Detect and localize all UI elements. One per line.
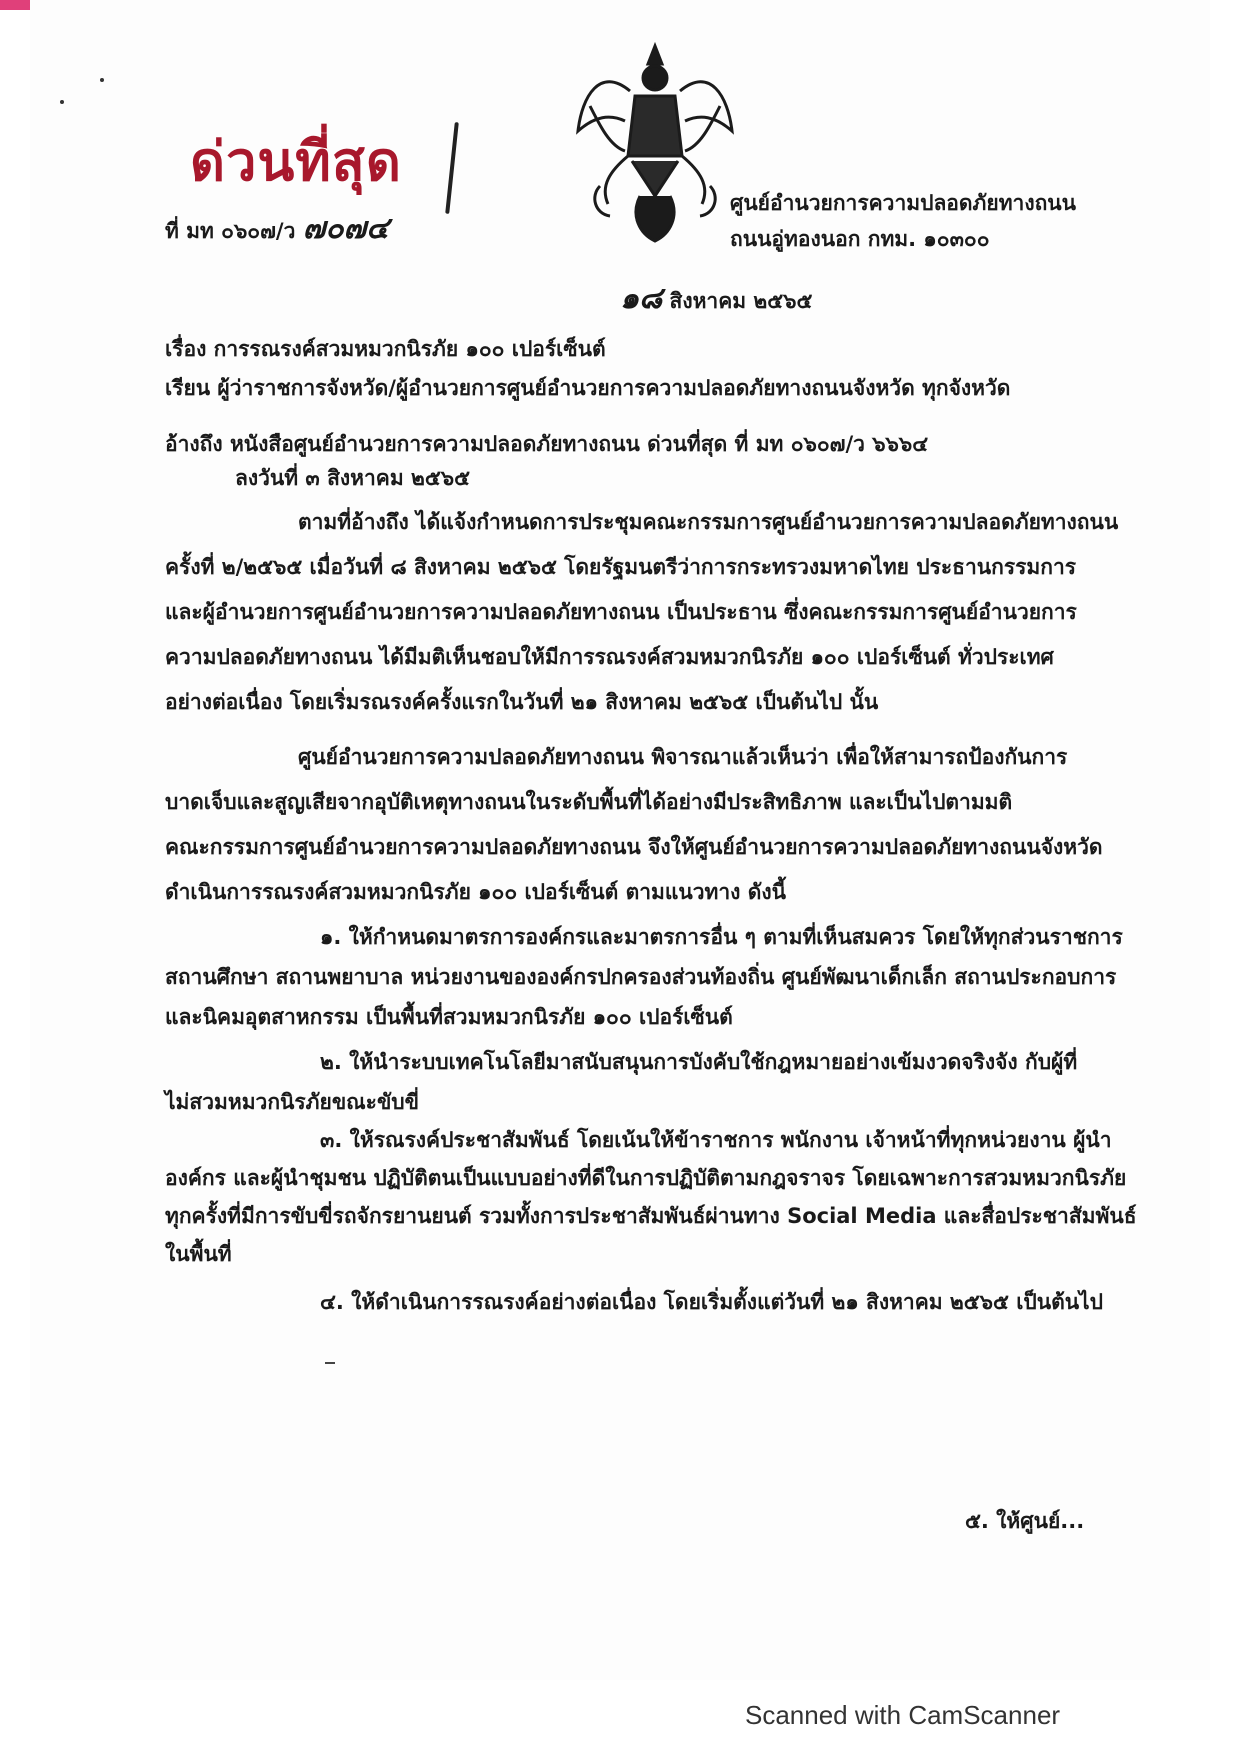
para1-line-4: ความปลอดภัยทางถนน ได้มีมติเห็นชอบให้มีการรณรงค์สวมหมวกนิรภัย ๑๐๐ เปอร์เซ็นต์ ทั่วประเทศ xyxy=(165,645,1054,669)
date-line xyxy=(620,275,812,322)
scan-speck xyxy=(100,78,104,82)
garuda-emblem-icon xyxy=(570,36,740,246)
scan-speck xyxy=(325,1362,335,1364)
para1-line-3: และผู้อำนวยการศูนย์อำนวยการความปลอดภัยทางถนน เป็นประธาน ซึ่งคณะกรรมการศูนย์อำนวยการ xyxy=(165,600,1077,624)
para2-line-4: ดำเนินการรณรงค์สวมหมวกนิรภัย ๑๐๐ เปอร์เซ็นต์ ตามแนวทาง ดังนี้ xyxy=(165,880,786,904)
reference-prefix: ที่ มท ๐๖๐๗/ว xyxy=(165,219,296,243)
pen-stroke xyxy=(445,122,459,214)
item-2-line-1: ๒. ให้นำระบบเทคโนโลยีมาสนับสนุนการบังคับใช้กฎหมายอย่างเข้มงวดจริงจัง กับผู้ที่ xyxy=(320,1050,1078,1074)
date-month-year: สิงหาคม ๒๕๖๕ xyxy=(669,289,813,313)
item-2-line-2: ไม่สวมหมวกนิรภัยขณะขับขี่ xyxy=(165,1090,419,1114)
urgency-stamp: ด่วนที่สุด xyxy=(190,129,402,193)
item-3-line-3: ทุกครั้งที่มีการขับขี่รถจักรยานยนต์ รวมทั้งการประชาสัมพันธ์ผ่านทาง Social Media และสื่อประชาสัมพันธ์ xyxy=(165,1204,1137,1228)
para1-line-2: ครั้งที่ ๒/๒๕๖๕ เมื่อวันที่ ๘ สิงหาคม ๒๕๖๕ โดยรัฐมนตรีว่าการกระทรวงมหาดไทย ประธานกรรมการ xyxy=(165,555,1077,579)
item-1-line-3: และนิคมอุตสาหกรรม เป็นพื้นที่สวมหมวกนิรภัย ๑๐๐ เปอร์เซ็นต์ xyxy=(165,1005,733,1029)
reference-handwritten: ๗๐๗๔ xyxy=(302,211,389,246)
reference-number xyxy=(165,205,389,252)
item-1-line-1: ๑. ให้กำหนดมาตรการองค์กรและมาตรการอื่น ๆ ตามที่เห็นสมควร โดยให้ทุกส่วนราชการ xyxy=(320,925,1123,949)
scanner-watermark: Scanned with CamScanner xyxy=(745,1700,1061,1730)
sender-line-2: ถนนอู่ทองนอก กทม. ๑๐๓๐๐ xyxy=(730,227,990,251)
para2-line-2: บาดเจ็บและสูญเสียจากอุบัติเหตุทางถนนในระดับพื้นที่ได้อย่างมีประสิทธิภาพ และเป็นไปตามมติ xyxy=(165,790,1013,814)
para2-line-1: ศูนย์อำนวยการความปลอดภัยทางถนน พิจารณาแล้วเห็นว่า เพื่อให้สามารถป้องกันการ xyxy=(298,745,1068,769)
item-3-line-1: ๓. ให้รณรงค์ประชาสัมพันธ์ โดยเน้นให้ข้าราชการ พนักงาน เจ้าหน้าที่ทุกหน่วยงาน ผู้นำ xyxy=(320,1128,1112,1152)
sender-line-1: ศูนย์อำนวยการความปลอดภัยทางถนน xyxy=(730,191,1077,215)
document-page xyxy=(30,0,1210,1680)
item-1-line-2: สถานศึกษา สถานพยาบาล หน่วยงานขององค์กรปกครองส่วนท้องถิ่น ศูนย์พัฒนาเด็กเล็ก สถานประกอบการ xyxy=(165,965,1117,989)
item-3-line-2: องค์กร และผู้นำชุมชน ปฏิบัติตนเป็นแบบอย่างที่ดีในการปฏิบัติตามกฎจราจร โดยเฉพาะการสวมหมวกนิรภัย xyxy=(165,1166,1127,1190)
date-day-handwritten: ๑๘ xyxy=(620,281,663,316)
reference-line-2: ลงวันที่ ๓ สิงหาคม ๒๕๖๕ xyxy=(235,466,470,490)
para1-line-1: ตามที่อ้างถึง ได้แจ้งกำหนดการประชุมคณะกรรมการศูนย์อำนวยการความปลอดภัยทางถนน xyxy=(298,510,1119,534)
item-4-line-1: ๔. ให้ดำเนินการรณรงค์อย่างต่อเนื่อง โดยเริ่มตั้งแต่วันที่ ๒๑ สิงหาคม ๒๕๖๕ เป็นต้นไป xyxy=(320,1290,1103,1314)
continuation-marker: ๕. ให้ศูนย์... xyxy=(965,1509,1085,1533)
para1-line-5: อย่างต่อเนื่อง โดยเริ่มรณรงค์ครั้งแรกในวันที่ ๒๑ สิงหาคม ๒๕๖๕ เป็นต้นไป นั้น xyxy=(165,690,879,714)
scan-speck xyxy=(60,100,64,104)
subject-line: เรื่อง การรณรงค์สวมหมวกนิรภัย ๑๐๐ เปอร์เซ็นต์ xyxy=(165,337,606,361)
item-3-line-4: ในพื้นที่ xyxy=(165,1242,232,1266)
reference-line-1: อ้างถึง หนังสือศูนย์อำนวยการความปลอดภัยทางถนน ด่วนที่สุด ที่ มท ๐๖๐๗/ว ๖๖๖๔ xyxy=(165,432,929,456)
addressee-line: เรียน ผู้ว่าราชการจังหวัด/ผู้อำนวยการศูนย์อำนวยการความปลอดภัยทางถนนจังหวัด ทุกจังหวัด xyxy=(165,376,1011,400)
para2-line-3: คณะกรรมการศูนย์อำนวยการความปลอดภัยทางถนน จึงให้ศูนย์อำนวยการความปลอดภัยทางถนนจังหวัด xyxy=(165,835,1103,859)
